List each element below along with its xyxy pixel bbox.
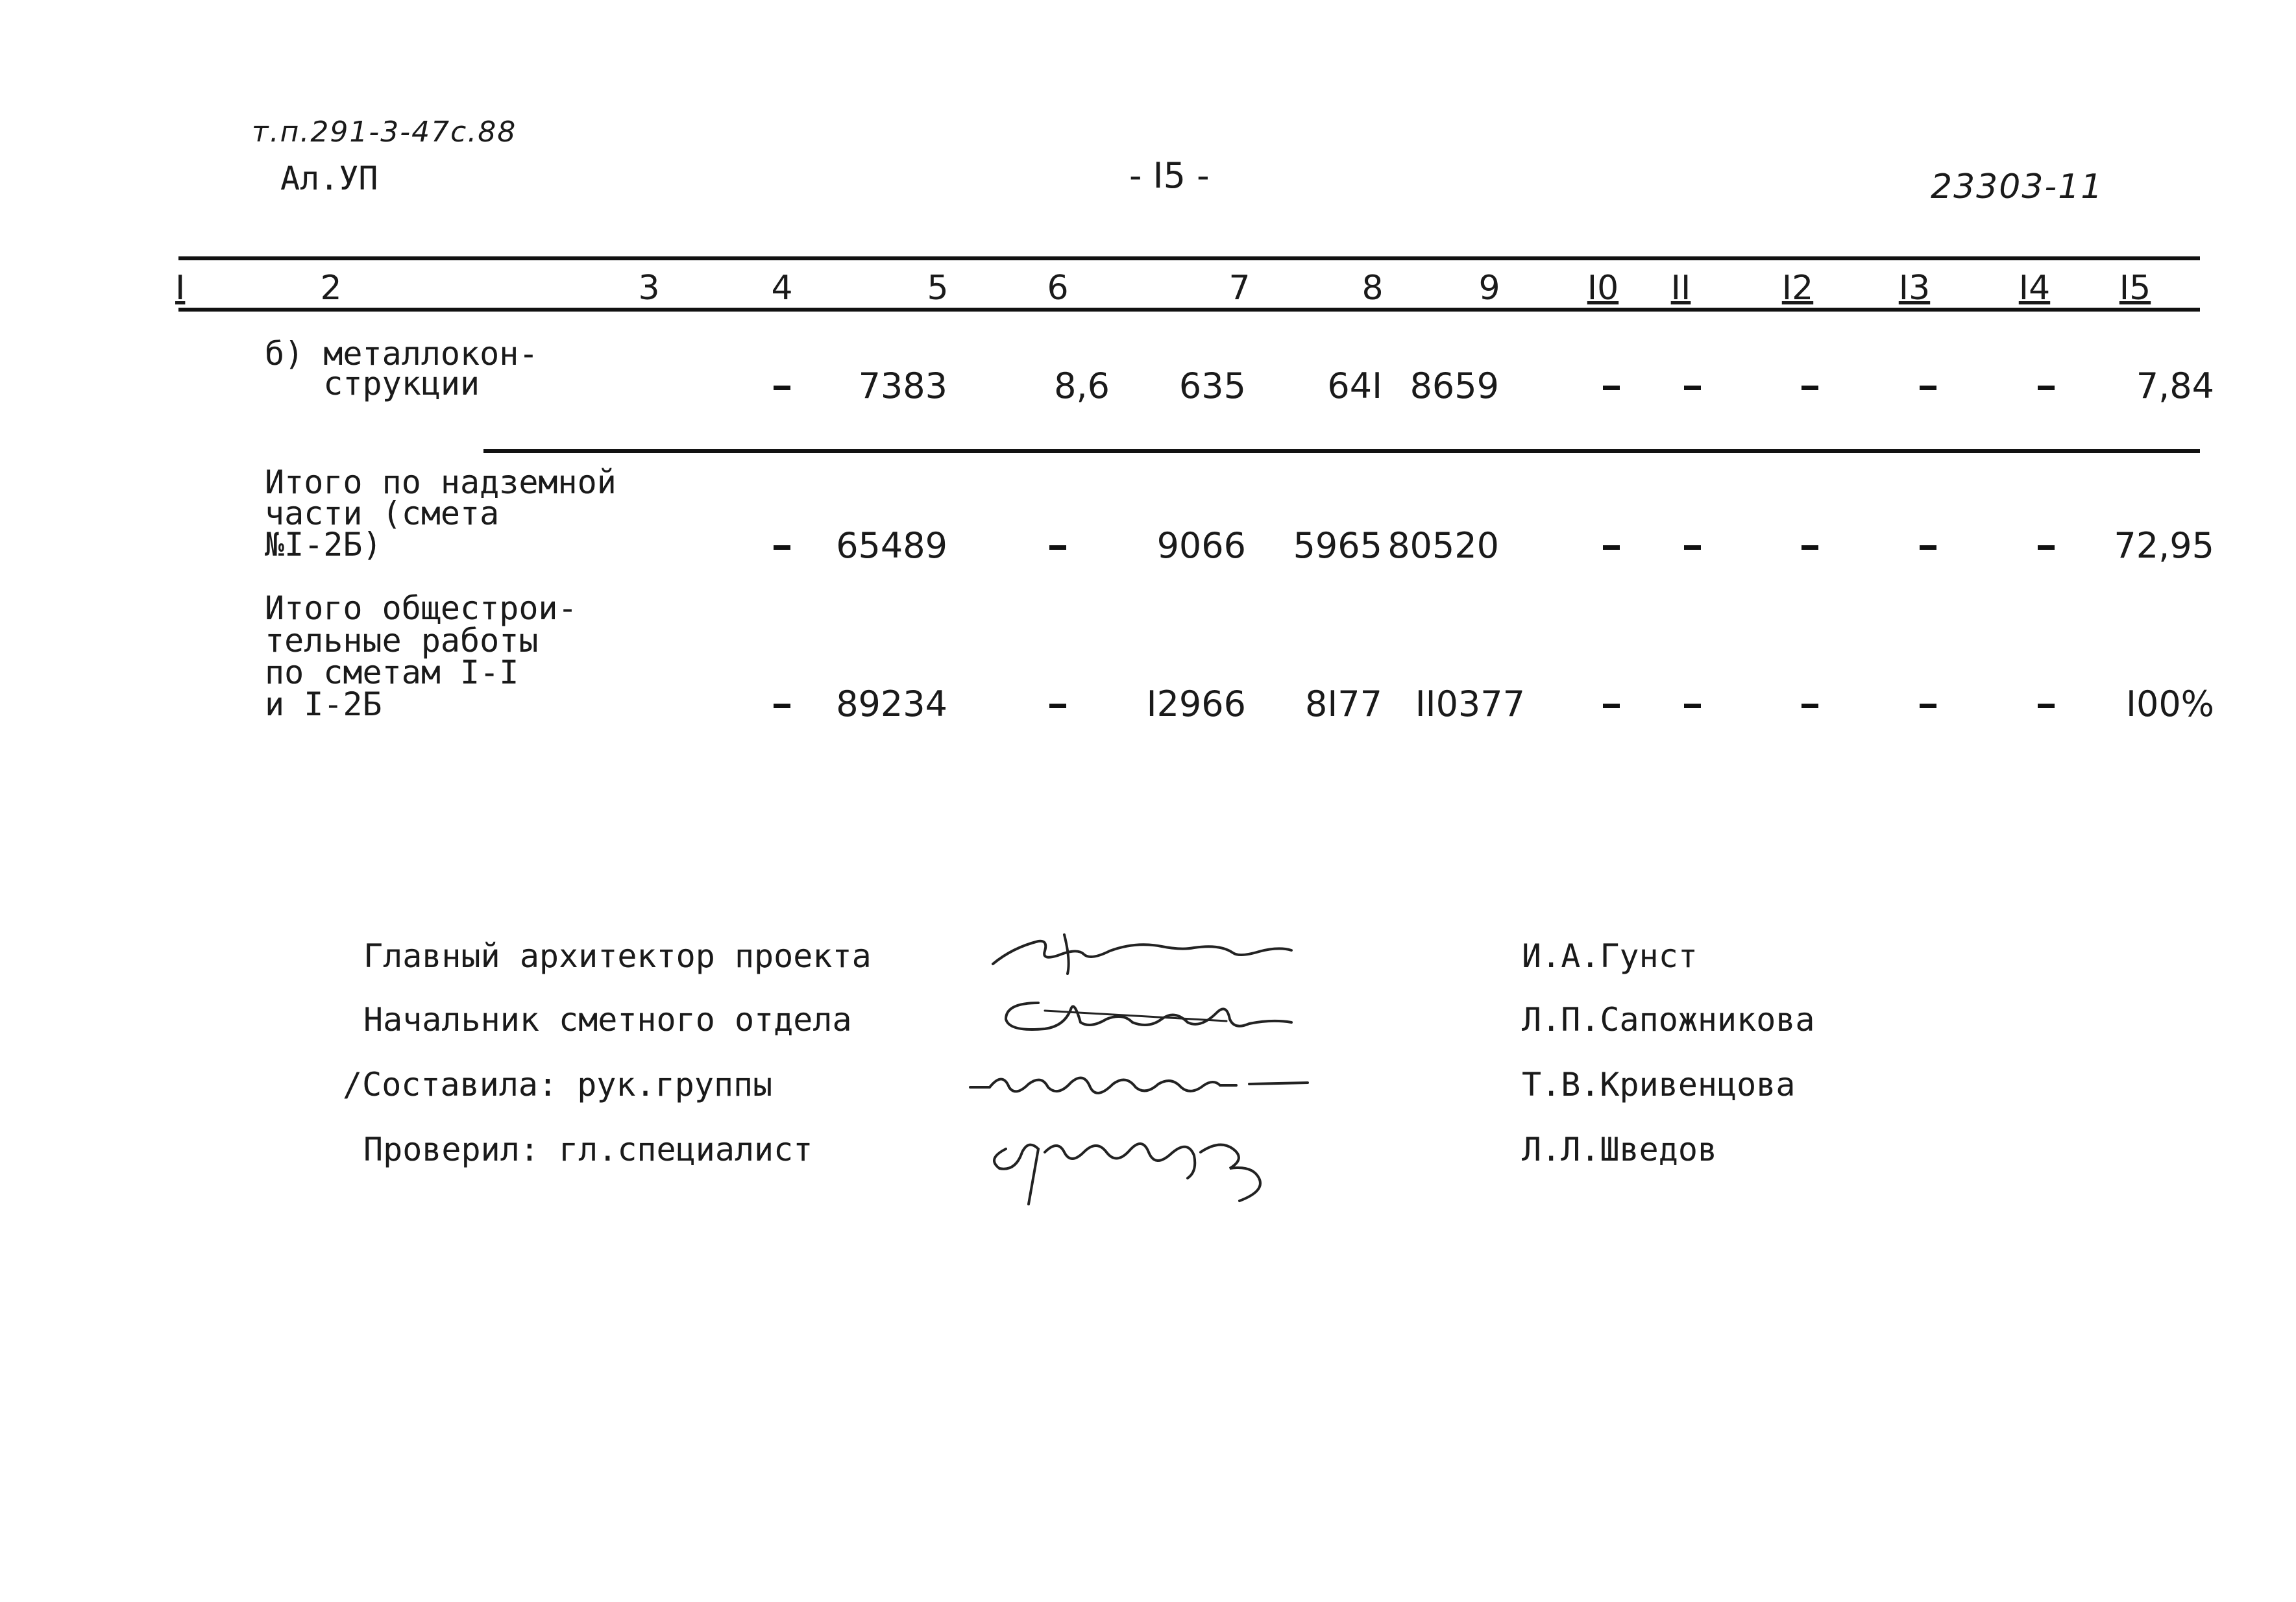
row-label-line: тельные работы <box>265 622 539 659</box>
row-label-line: по сметам I-I <box>265 654 519 691</box>
table-cell: 8,6 <box>1054 365 1110 406</box>
signatory-position: /Составила: рук.группы <box>343 1066 773 1103</box>
table-cell: II0377 <box>1415 684 1525 724</box>
column-number: I0 <box>1587 269 1619 308</box>
subtotal-rule <box>483 449 2200 453</box>
column-number: I4 <box>2018 269 2051 308</box>
row-label-line: Итого по надземной <box>265 463 617 501</box>
empty-value-dash <box>1603 545 1620 550</box>
column-number: I2 <box>1781 269 1814 308</box>
empty-value-dash <box>774 386 790 390</box>
signatory-position: Проверил: гл.специалист <box>363 1131 813 1168</box>
column-number: 7 <box>1228 269 1251 308</box>
signatory-name: Л.П.Сапожникова <box>1522 1001 1815 1039</box>
table-cell: 7383 <box>858 365 947 406</box>
table-cell: 9066 <box>1156 525 1246 566</box>
empty-value-dash <box>1801 545 1818 550</box>
column-number: II <box>1670 269 1691 308</box>
row-label-line: части (смета <box>265 495 500 532</box>
handwritten-signature <box>986 922 1311 987</box>
column-number: 5 <box>927 269 949 308</box>
column-number: 4 <box>771 269 793 308</box>
album-label: Ал.УП <box>280 160 378 197</box>
empty-value-dash <box>1603 386 1620 390</box>
row-label-line: №I-2Б) <box>265 526 382 563</box>
empty-value-dash <box>1049 704 1066 708</box>
column-number: 3 <box>638 269 660 308</box>
table-cell: 7,84 <box>2136 365 2214 406</box>
signatory-position: Главный архитектор проекта <box>363 937 872 975</box>
page-number: - I5 - <box>1129 155 1210 196</box>
column-number: 2 <box>320 269 342 308</box>
handwritten-signature <box>980 1113 1317 1211</box>
column-number: 9 <box>1478 269 1500 308</box>
column-number: I3 <box>1898 269 1931 308</box>
signatory-name: И.А.Гунст <box>1522 937 1698 975</box>
empty-value-dash <box>774 545 790 550</box>
empty-value-dash <box>1801 704 1818 708</box>
empty-value-dash <box>1920 545 1936 550</box>
table-header-rule <box>178 308 2200 312</box>
signatory-name: Т.В.Кривенцова <box>1522 1066 1796 1103</box>
empty-value-dash <box>1801 386 1818 390</box>
row-label-line: струкции <box>265 365 480 402</box>
column-number: I <box>175 269 186 308</box>
table-top-rule <box>178 256 2200 260</box>
table-cell: I2966 <box>1146 684 1246 724</box>
archive-number: 23303-11 <box>1931 167 2104 206</box>
empty-value-dash <box>1920 386 1936 390</box>
row-label-line: Итого общестрои- <box>265 589 578 627</box>
empty-value-dash <box>1684 545 1701 550</box>
empty-value-dash <box>1684 386 1701 390</box>
table-cell: 80520 <box>1387 525 1499 566</box>
table-cell: 8659 <box>1410 365 1499 406</box>
row-label-line: б) металлокон- <box>265 335 539 373</box>
document-code: т.п.291-3-47с.88 <box>252 116 517 149</box>
column-number: 6 <box>1047 269 1069 308</box>
empty-value-dash <box>1684 704 1701 708</box>
empty-value-dash <box>774 704 790 708</box>
table-cell: 635 <box>1179 365 1246 406</box>
empty-value-dash <box>1920 704 1936 708</box>
table-cell: 64I <box>1327 365 1382 406</box>
table-cell: 8I77 <box>1305 684 1382 724</box>
table-cell: 89234 <box>836 684 947 724</box>
signatory-name: Л.Л.Шведов <box>1522 1131 1718 1168</box>
signatory-position: Начальник сметного отдела <box>363 1001 852 1039</box>
row-label-line: и I-2Б <box>265 685 382 723</box>
table-cell: 5965 <box>1293 525 1382 566</box>
table-cell: 72,95 <box>2114 525 2214 566</box>
handwritten-signature <box>993 983 1304 1042</box>
handwritten-signature <box>964 1058 1314 1110</box>
empty-value-dash <box>1603 704 1620 708</box>
empty-value-dash <box>1049 545 1066 550</box>
column-number: I5 <box>2119 269 2151 308</box>
table-cell: I00% <box>2126 684 2214 724</box>
column-number: 8 <box>1362 269 1384 308</box>
table-cell: 65489 <box>836 525 947 566</box>
